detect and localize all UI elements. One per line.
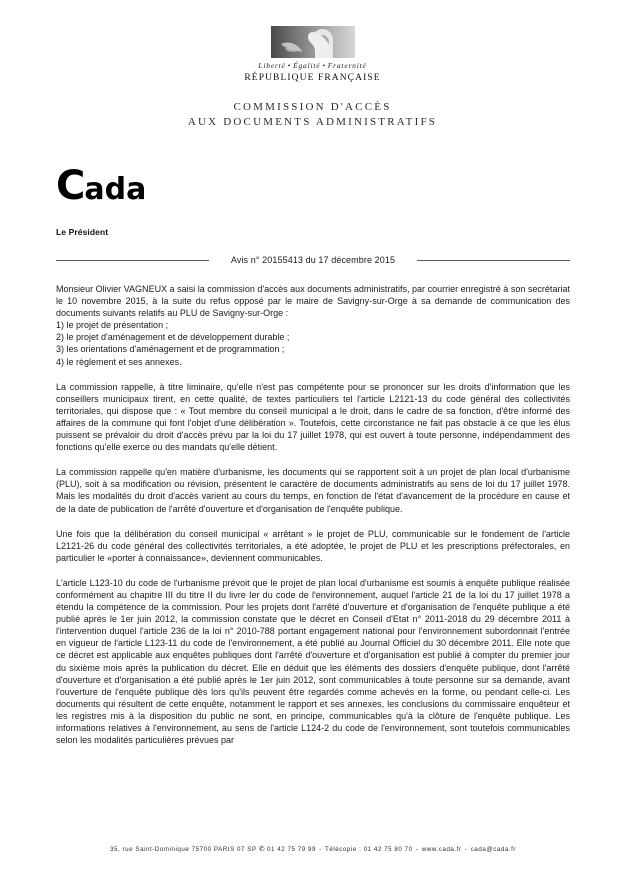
cada-wordmark-rest: ada <box>84 172 147 207</box>
motto-separator-1: • <box>287 61 292 70</box>
motto-fraternite: Fraternité <box>327 61 367 70</box>
republic-emblem-block <box>0 26 625 83</box>
footer-address: 35, rue Saint-Dominique 75700 PARIS 07 SP <box>110 846 257 853</box>
footer-fax: 01 42 75 80 70 <box>363 846 413 853</box>
telephone-icon: ✆ <box>258 846 265 853</box>
president-label: Le Président <box>56 227 109 237</box>
paragraph-intro: Monsieur Olivier VAGNEUX a saisi la commission d'accès aux documents administratifs, par courrier enregistré à son secrétariat le 10 novembre 2015, à la suite du refus opposé par le maire de Savigny-sur-Orge à sa demande de communication des documents suivants relatifs au PLU de Savigny-sur-Orge : <box>56 284 571 319</box>
list-item: 4) le règlement et ses annexes. <box>56 356 182 367</box>
motto-separator-2: • <box>322 61 326 70</box>
commission-heading <box>0 100 625 130</box>
motto-liberte: Liberté <box>258 61 286 70</box>
paragraph-urbanisme: La commission rappelle qu'en matière d'urbanisme, les documents qui se rapportent soit à un projet de plan local d'urbanisme (PLU), soit à sa modification ou révision, présentent le caractère de documents administratifs au sens de loi du 17 juillet 1978. Mais les modalités du droit d'accès varient au cours du temps, en fonction de l'état d'avancement de la procédure en cause et de la date de publication de l'arrêté d'ouverture et d'organisation de l'enquête publique. <box>56 467 570 514</box>
page-footer <box>56 845 570 853</box>
motto-egalite: Égalité <box>293 61 321 70</box>
list-item: 2) le projet d'aménagement et de développement durable ; <box>56 332 290 343</box>
footer-phone: 01 42 75 79 99 <box>266 846 316 853</box>
list-item: 3) les orientations d'aménagement et de programmation ; <box>56 344 285 355</box>
requested-documents-list <box>56 319 570 367</box>
avis-rule-right <box>417 260 570 261</box>
cada-wordmark-initial: C <box>56 163 85 209</box>
avis-reference: Avis n° 20155413 du 17 décembre 2015 <box>230 255 396 265</box>
republic-motto <box>0 61 625 70</box>
footer-email[interactable]: cada@cada.fr <box>470 846 516 853</box>
footer-separator-1: - <box>319 846 322 853</box>
avis-title-row <box>56 255 570 265</box>
marianne-profile-emblem <box>271 26 355 58</box>
paragraph-competence: La commission rappelle, à titre liminaire, qu'elle n'est pas compétente pour se prononcer sur les droits d'information que les conseillers municipaux tirent, en cette qualité, de textes particuliers tel l'article L2121-13 du code général des collectivités territoriales, qui dispose que : « Tout membre du conseil municipal a le droit, dans le cadre de sa fonction, d'être informé des affaires de la commune qui font l'objet d'une délibération ». Toutefois, cette circonstance ne fait pas obstacle à ce que les élus puissent se prévaloir du droit d'accès prévu par la loi du 17 juillet 1978, qui est ouvert à toute personne, indépendamment des fonctions qu'elle exerce ou des mandats qu'elle détient. <box>56 381 570 453</box>
republique-francaise-label: RÉPUBLIQUE FRANÇAISE <box>244 73 381 83</box>
avis-rule-left <box>56 260 209 261</box>
document-body <box>56 283 570 759</box>
commission-heading-line1: COMMISSION D'ACCÈS <box>233 101 392 113</box>
footer-separator-2: - <box>415 846 419 853</box>
commission-heading-line2: AUX DOCUMENTS ADMINISTRATIFS <box>187 116 438 128</box>
footer-fax-label: Télécopie : <box>325 846 362 853</box>
list-item: 1) le projet de présentation ; <box>56 320 169 331</box>
footer-website[interactable]: www.cada.fr <box>421 846 462 853</box>
paragraph-deliberation: Une fois que la délibération du conseil municipal « arrêtant » le projet de PLU, communicable sur le fondement de l'article L2121-26 du code général des collectivités territoriales, a été adoptée, le projet de PLU et les prescriptions préfectorales, en particulier le «porter à connaissance», deviennent communicables. <box>56 528 570 563</box>
paragraph-enquete-publique: L'article L123-10 du code de l'urbanisme prévoit que le projet de plan local d'urbanisme est soumis à enquête publique réalisée conformément au chapitre III du titre II du livre Ier du code de l'environnement, auquel l'article 21 de la loi du 17 juillet 1978 a étendu la compétence de la commission. Pour les projets dont l'arrêté d'ouverture et d'organisation de l'enquête publique a été publié après le 1er juin 2012, la commission constate que le décret en Conseil d'Etat n° 2011-2018 du 29 décembre 2011 à l'intervention duquel l'article 236 de la loi n° 2010-788 portant engagement national pour l'environnement subordonnait l'entrée en vigueur de l'article L123-11 du code de l'environnement, a été publié au Journal Officiel du 30 décembre 2011. Elle note que ce décret est applicable aux enquêtes publiques dont l'arrêté d'ouverture et d'organisation est publié à compter du premier jour du sixième mois après la publication du décret. Elle en déduit que les éléments des dossiers d'enquête publique, dont l'arrêté d'ouverture et d'organisation a été publié après le 1er juin 2012, sont communicables à toute personne sur sa demande, avant l'ouverture de l'enquête publique dès lors qu'ils peuvent être regardés comme achevés en la forme, ou pendant celle-ci. Les documents qui résultent de cette enquête, notamment le rapport et ses annexes, les conclusions du commissaire enquêteur et les registres mis à la disposition du public ne sont, en principe, communicables qu'à la clôture de l'enquête publique. Les informations relatives à l'environnement, au sens de l'article L124-2 du code de l'environnement, sont toutefois communicables selon les modalités particulières prévues par <box>56 577 570 746</box>
cada-wordmark <box>56 163 147 209</box>
footer-separator-3: - <box>464 846 468 853</box>
